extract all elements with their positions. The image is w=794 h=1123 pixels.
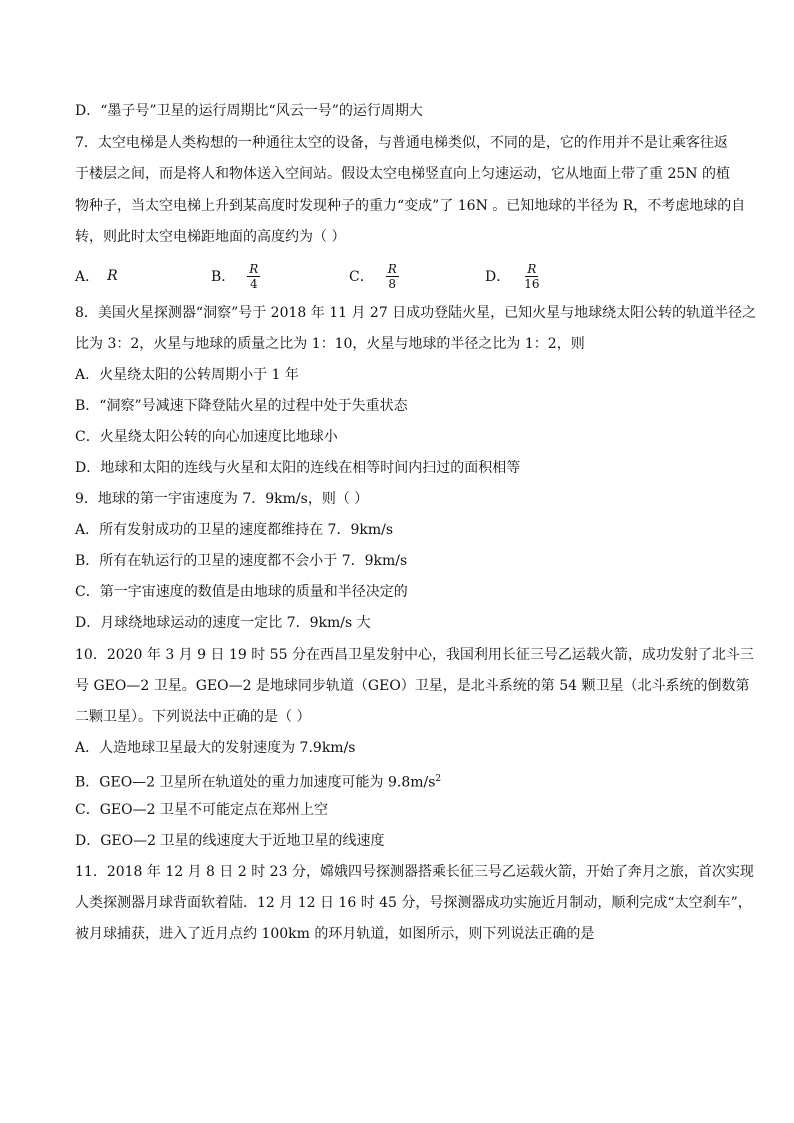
q10-option-a: A．人造地球卫星最大的发射速度为 7.9km/s [75, 740, 356, 756]
option-letter: A． [75, 269, 100, 285]
q8-option-b: B．“洞察”号减速下降登陆火星的过程中处于失重状态 [75, 398, 408, 414]
q9-stem: 9．地球的第一宇宙速度为 7．9km/s，则（ ） [75, 491, 369, 507]
q6-option-d: D．“墨子号”卫星的运行周期比“风云一号”的运行周期大 [75, 103, 423, 119]
q11-stem-line-2: 人类探测器月球背面软着陆．12 月 12 日 16 时 45 分，号探测器成功实施近月制动，顺利完成“太空刹车”， [75, 895, 752, 911]
fraction [247, 262, 260, 291]
q10-option-b [75, 769, 441, 793]
q9-option-b: B．所有在轨运行的卫星的速度都不会小于 7．9km/s [75, 553, 408, 569]
fraction-denominator: 4 [250, 276, 258, 291]
q7-stem-line-1: 7．太空电梯是人类构想的一种通往太空的设备，与普通电梯类似，不同的是，它的作用并不是让乘客往返 [75, 135, 728, 151]
q9-option-d: D．月球绕地球运动的速度一定比 7．9km/s 大 [75, 615, 371, 631]
q7-option-b [211, 255, 260, 297]
q7-stem-line-3: 物种子，当太空电梯上升到某高度时发现种子的重力“变成”了 16N 。已知地球的半径为 R，不考虑地球的自 [75, 198, 746, 214]
fraction-numerator: R [527, 261, 537, 276]
option-letter: B． [211, 269, 236, 285]
q11-stem-line-1: 11．2018 年 12 月 8 日 2 时 23 分，嫦娥四号探测器搭乘长征三号乙运载火箭，开始了奔月之旅，首次实现 [75, 864, 754, 880]
q8-option-c: C．火星绕太阳公转的向心加速度比地球小 [75, 429, 338, 445]
q10-stem-line-1: 10．2020 年 3 月 9 日 19 时 55 分在西昌卫星发射中心，我国利用长征三号乙运载火箭，成功发射了北斗三 [75, 647, 754, 663]
option-text: B．GEO—2 卫星所在轨道处的重力加速度可能为 9.8m/s [75, 774, 436, 791]
q10-stem-line-3: 二颗卫星）。下列说法中正确的是（ ） [75, 709, 311, 725]
q7-stem-line-4: 转，则此时太空电梯距地面的高度约为（ ） [75, 229, 346, 245]
fraction-numerator: R [249, 261, 259, 276]
fraction-numerator: R [387, 261, 397, 276]
fraction-denominator: 8 [388, 276, 397, 291]
q7-option-a [75, 255, 118, 297]
q8-stem-line-1: 8．美国火星探测器“洞察”号于 2018 年 11 月 27 日成功登陆火星，已知火星与地球绕太阳公转的轨道半径之 [75, 305, 757, 321]
q10-stem-line-2: 号 GEO—2 卫星。GEO—2 是地球同步轨道（GEO）卫星，是北斗系统的第 54 颗卫星（北斗系统的倒数第 [75, 678, 750, 694]
option-letter: D． [485, 269, 511, 285]
q9-option-a: A．所有发射成功的卫星的速度都维持在 7．9km/s [75, 522, 394, 538]
q7-options [75, 255, 595, 297]
q8-stem-line-2: 比为 3：2，火星与地球的质量之比为 1：10，火星与地球的半径之比为 1：2，则 [75, 336, 585, 352]
option-value: R [107, 268, 118, 284]
q7-option-d [485, 255, 542, 297]
superscript: 2 [435, 774, 442, 784]
q8-option-d: D．地球和太阳的连线与火星和太阳的连线在相等时间内扫过的面积相等 [75, 460, 521, 476]
q9-option-c: C．第一宇宙速度的数值是由地球的质量和半径决定的 [75, 584, 408, 600]
q10-option-d: D．GEO—2 卫星的线速度大于近地卫星的线速度 [75, 833, 385, 849]
q11-stem-line-3: 被月球捕获，进入了近月点约 100km 的环月轨道，如图所示，则下列说法正确的是 [75, 926, 595, 942]
fraction [386, 262, 399, 291]
fraction-denominator: 16 [524, 276, 540, 291]
q10-option-c: C．GEO—2 卫星不可能定点在郑州上空 [75, 802, 328, 818]
q7-stem-line-2: 于楼层之间，而是将人和物体送入空间站。假设太空电梯竖直向上匀速运动，它从地面上带了重 25N 的植 [75, 166, 730, 182]
q8-option-a: A．火星绕太阳的公转周期小于 1 年 [75, 367, 299, 383]
option-letter: C． [349, 269, 374, 285]
q7-option-c [349, 255, 399, 297]
fraction [522, 262, 541, 291]
